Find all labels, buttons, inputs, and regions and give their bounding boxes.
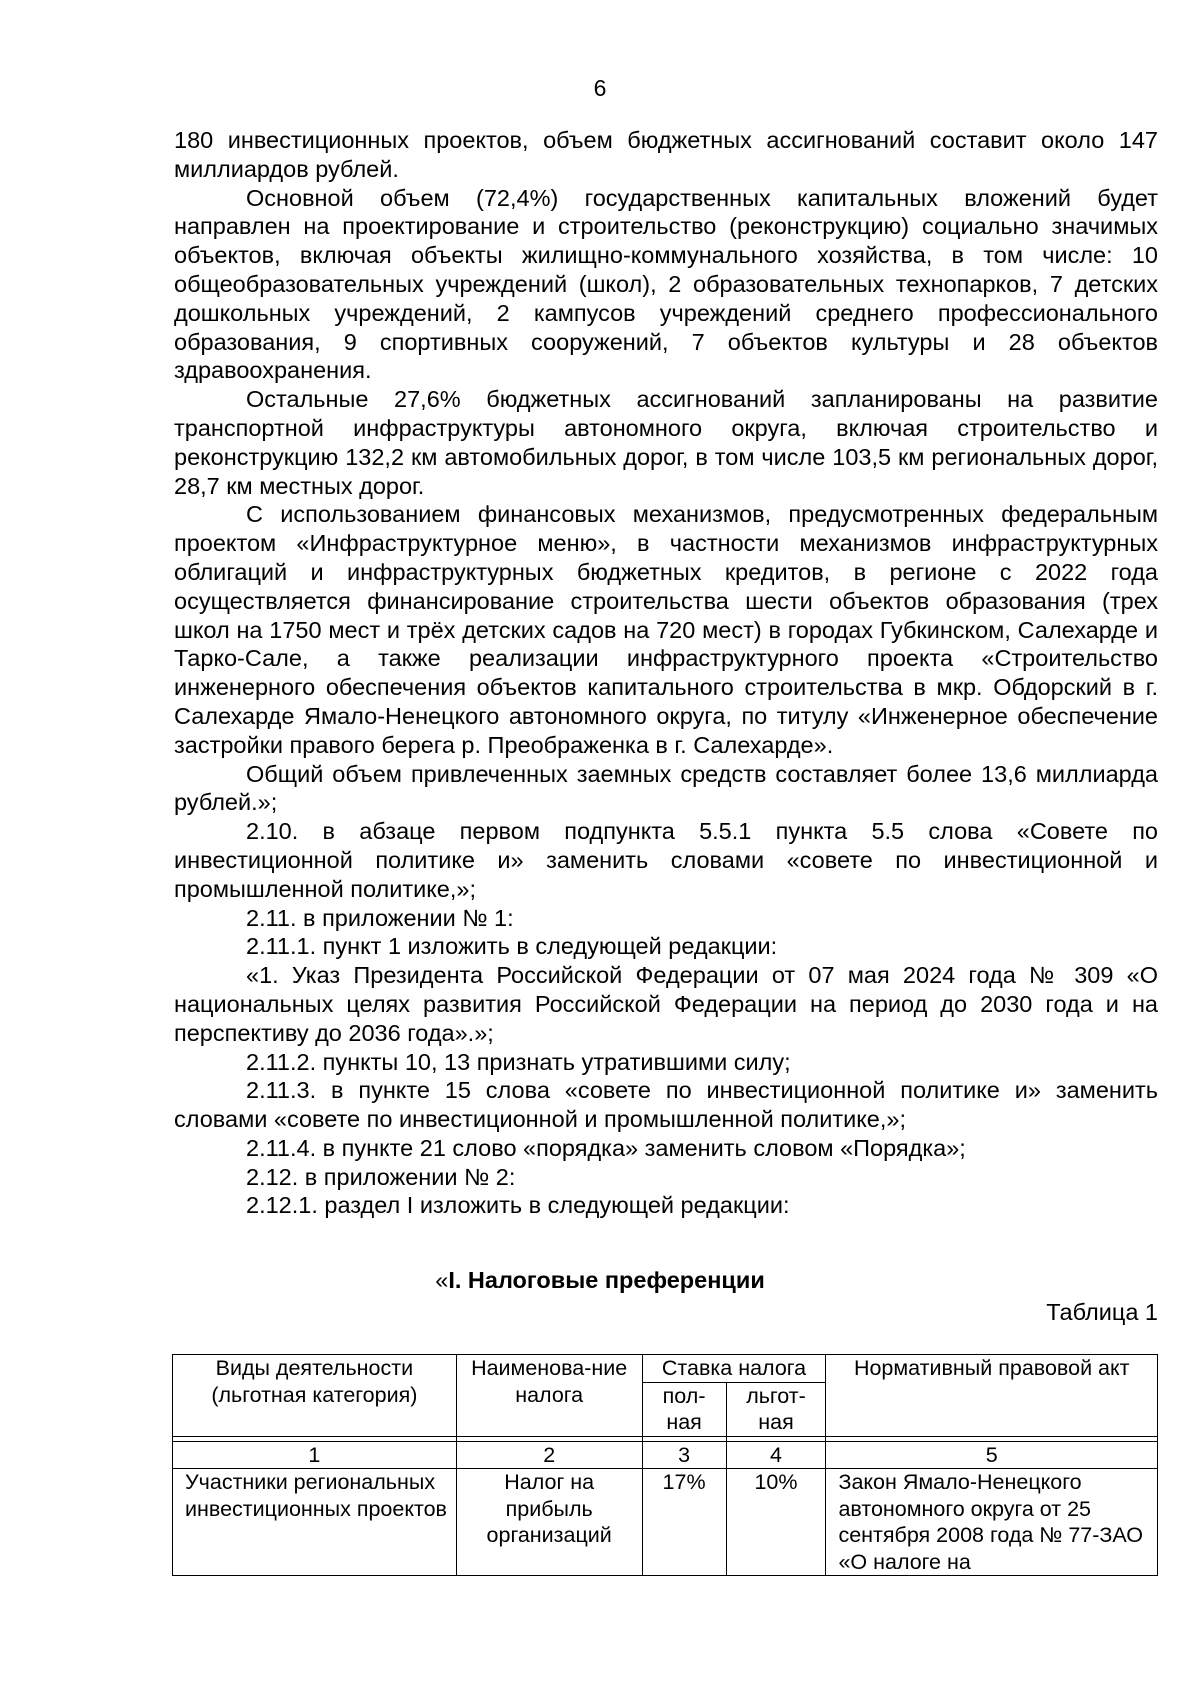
section-title-text: I. Налоговые преференции xyxy=(448,1267,765,1293)
table-caption: Таблица 1 xyxy=(1046,1299,1158,1325)
column-number: 4 xyxy=(726,1441,826,1469)
paragraph: 2.12. в приложении № 2: xyxy=(246,1163,516,1190)
section-title xyxy=(0,1266,1200,1294)
page-number: 6 xyxy=(593,75,607,101)
paragraph: С использованием финансовых механизмов, предусмотренных федеральным проектом «Инфраструктурное меню», в частности механизмов инфраструктурных облигаций и инфраструктурных бюджетных кредитов, в регионе с 2022 года осуществляется финансирование строительства шести объектов образования (трех школ на 1750 мест и трёх детских садов на 720 мест) в городах Губкинском, Салехарде и Тарко-Сале, а также реализации инфраструктурного проекта «Строительство инженерного обеспечения объектов капитального строительства в мкр. Обдорский в г. Салехарде Ямало-Ненецкого автономного округа, по титулу «Инженерное обеспечение застройки правого берега р. Преображенка в г. Салехарде». xyxy=(174,501,1158,758)
header-tax-rate: Ставка налога xyxy=(642,1355,826,1383)
cell-rate-full: 17% xyxy=(642,1469,726,1576)
paragraph: 2.11.4. в пункте 21 слово «порядка» заменить словом «Порядка»; xyxy=(246,1134,966,1161)
paragraph: 2.11. в приложении № 1: xyxy=(246,904,514,931)
column-number: 2 xyxy=(456,1441,642,1469)
section-quote-mark: « xyxy=(435,1267,449,1293)
column-number: 3 xyxy=(642,1441,726,1469)
table-row xyxy=(173,1469,1158,1576)
table-column-numbers-row xyxy=(173,1441,1158,1469)
header-tax-name: Наименова-ние налога xyxy=(456,1355,642,1437)
paragraph: Общий объем привлеченных заемных средств составляет более 13,6 миллиарда рублей.»; xyxy=(174,760,1158,816)
paragraph: 2.10. в абзаце первом подпункта 5.5.1 пункта 5.5 слова «Совете по инвестиционной политике и» заменить словами «совете по инвестиционной и промышленной политике,»; xyxy=(174,818,1158,902)
column-number: 5 xyxy=(826,1441,1158,1469)
column-number: 1 xyxy=(173,1441,457,1469)
cell-tax-name: Налог на прибыль организаций xyxy=(456,1469,642,1576)
header-legal-act: Нормативный правовой акт xyxy=(826,1355,1158,1437)
paragraph: 180 инвестиционных проектов, объем бюджетных ассигнований составит около 147 миллиардов рублей. xyxy=(174,127,1158,182)
paragraph: Остальные 27,6% бюджетных ассигнований запланированы на развитие транспортной инфраструктуры автономного округа, включая строительство и реконструкцию 132,2 км автомобильных дорог, в том числе 103,5 км региональных дорог, 28,7 км местных дорог. xyxy=(174,386,1158,499)
paragraph: 2.11.2. пункты 10, 13 признать утратившими силу; xyxy=(246,1048,791,1075)
paragraph: 2.11.1. пункт 1 изложить в следующей редакции: xyxy=(246,933,778,960)
paragraph: Основной объем (72,4%) государственных капитальных вложений будет направлен на проектирование и строительство (реконструкцию) социально значимых объектов, включая объекты жилищно-коммунального хозяйства, в том числе: 10 общеобразовательных учреждений (школ), 2 образовательных технопарков, 7 детских дошкольных учреждений, 2 кампусов учреждений среднего профессионального образования, 9 спортивных сооружений, 7 объектов культуры и 28 объектов здравоохранения. xyxy=(174,184,1158,384)
paragraph: «1. Указ Президента Российской Федерации от 07 мая 2024 года № 309 «О национальных целях развития Российской Федерации на период до 2030 года и на перспективу до 2036 года».»; xyxy=(174,962,1158,1046)
header-rate-full: пол-ная xyxy=(642,1382,726,1436)
cell-activity: Участники региональных инвестиционных проектов xyxy=(173,1469,457,1576)
header-activity: Виды деятельности (льготная категория) xyxy=(173,1355,457,1437)
table-header-row xyxy=(173,1355,1158,1383)
cell-legal-act: Закон Ямало-Ненецкого автономного округа от 25 сентября 2008 года № 77-ЗАО «О налоге на xyxy=(826,1469,1158,1576)
paragraph: 2.12.1. раздел I изложить в следующей редакции: xyxy=(246,1192,790,1219)
header-rate-reduced: льгот-ная xyxy=(726,1382,826,1436)
document-body xyxy=(174,126,1158,1220)
cell-rate-reduced: 10% xyxy=(726,1469,826,1576)
tax-preferences-table xyxy=(172,1354,1158,1576)
paragraph: 2.11.3. в пункте 15 слова «совете по инвестиционной политике и» заменить словами «совете по инвестиционной и промышленной политике,»; xyxy=(174,1077,1158,1133)
